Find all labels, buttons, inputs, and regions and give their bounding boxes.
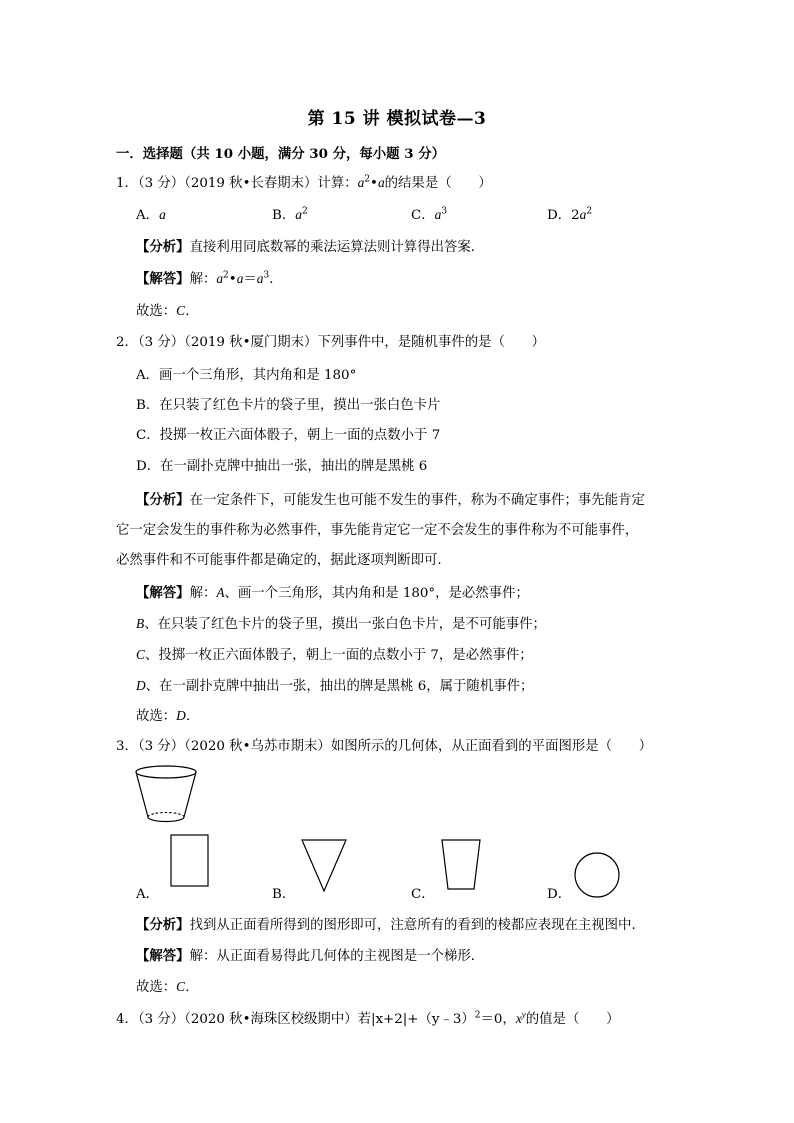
question-3-option-a[interactable]: A． [136,887,160,902]
analysis-tag: 【分析】 [136,492,190,508]
question-1-option-c[interactable]: C．$a^3$ [411,206,448,223]
analysis-tag: 【分析】 [136,917,190,933]
question-2-answer-line-1: 【解答】解：A、画一个三角形，其内角和是 180°，是必然事件； [136,585,529,601]
section-heading: 一．选择题（共 10 小题，满分 30 分，每小题 3 分） [116,146,445,162]
question-3-analysis: 【分析】找到从正面看所得到的图形即可，注意所有的看到的棱都应表现在主视图中． [136,917,645,933]
question-1-stem: 1．（3 分）（2019 秋•长春期末）计算：$a^2•a$的结果是（ ） [116,174,492,191]
question-1-stem-prefix: 1．（3 分）（2019 秋•长春期末）计算： [116,176,358,191]
question-3-stem: 3．（3 分）（2020 秋•乌苏市期末）如图所示的几何体，从正面看到的平面图形是（ ） [116,739,653,754]
question-1-conclusion: 故选：C． [136,303,199,319]
answer-tag: 【解答】 [136,948,190,964]
rectangle-shape [170,834,210,888]
question-1-option-d[interactable]: D．$2a^2$ [547,206,593,223]
page-title: 第 15 讲 模拟试卷—3 [307,109,487,129]
question-2-conclusion: 故选：D． [136,708,200,724]
question-2-answer-line-3: C、投掷一枚正六面体骰子，朝上一面的点数小于 7，是必然事件； [136,647,533,663]
question-1-analysis: 【分析】直接利用同底数幂的乘法运算法则计算得出答案． [136,239,485,255]
inverted-triangle-shape [300,838,348,894]
question-3-answer: 【解答】解：从正面看易得此几何体的主视图是一个梯形． [136,948,485,964]
trapezoid-shape [440,838,482,892]
question-2-analysis-line-2: 它一定会发生的事件称为必然事件，事先能肯定它一定不会发生的事件称为不可能事件， [116,523,639,538]
question-2-answer-line-4: D、在一副扑克牌中抽出一张，抽出的牌是黑桃 6，属于随机事件； [136,678,534,694]
question-3-option-d[interactable]: D． [547,887,572,902]
question-1-option-b[interactable]: B．$a^2$ [272,206,308,223]
question-2-option-b[interactable]: B．在只装了红色卡片的袋子里，摸出一张白色卡片 [136,398,441,413]
question-1-option-a[interactable]: A．a [136,207,166,223]
question-1-answer: 【解答】解：$a^2•a=a^3$． [136,270,283,287]
question-2-option-a[interactable]: A．画一个三角形，其内角和是 180° [136,368,357,383]
question-3-option-c[interactable]: C． [411,887,435,902]
question-2-option-c[interactable]: C．投掷一枚正六面体骰子，朝上一面的点数小于 7 [136,428,441,443]
geometry-solid-figure [130,764,202,826]
question-3-conclusion: 故选：C． [136,979,199,995]
question-2-stem: 2．（3 分）（2019 秋•厦门期末）下列事件中，是随机事件的是（ ） [116,335,546,350]
analysis-tag: 【分析】 [136,239,190,255]
answer-tag: 【解答】 [136,271,190,287]
question-2-analysis-line-3: 必然事件和不可能事件都是确定的，据此逐项判断即可． [116,553,451,568]
question-2-answer-line-2: B、在只装了红色卡片的袋子里，摸出一张白色卡片，是不可能事件； [136,616,546,632]
answer-tag: 【解答】 [136,585,190,601]
question-1-stem-suffix: 的结果是（ ） [384,176,492,191]
question-2-analysis-line-1: 【分析】在一定条件下，可能发生也可能不发生的事件，称为不确定事件；事先能肯定 [136,492,645,508]
question-4-stem: 4．（3 分）（2020 秋•海珠区校级期中）若|x+2|+（y﹣3）$^2$＝0，$x^y$的值是（ ） [116,1009,620,1027]
question-2-option-d[interactable]: D．在一副扑克牌中抽出一张，抽出的牌是黑桃 6 [136,459,428,474]
circle-shape [572,850,622,900]
question-3-option-b[interactable]: B． [272,887,296,902]
